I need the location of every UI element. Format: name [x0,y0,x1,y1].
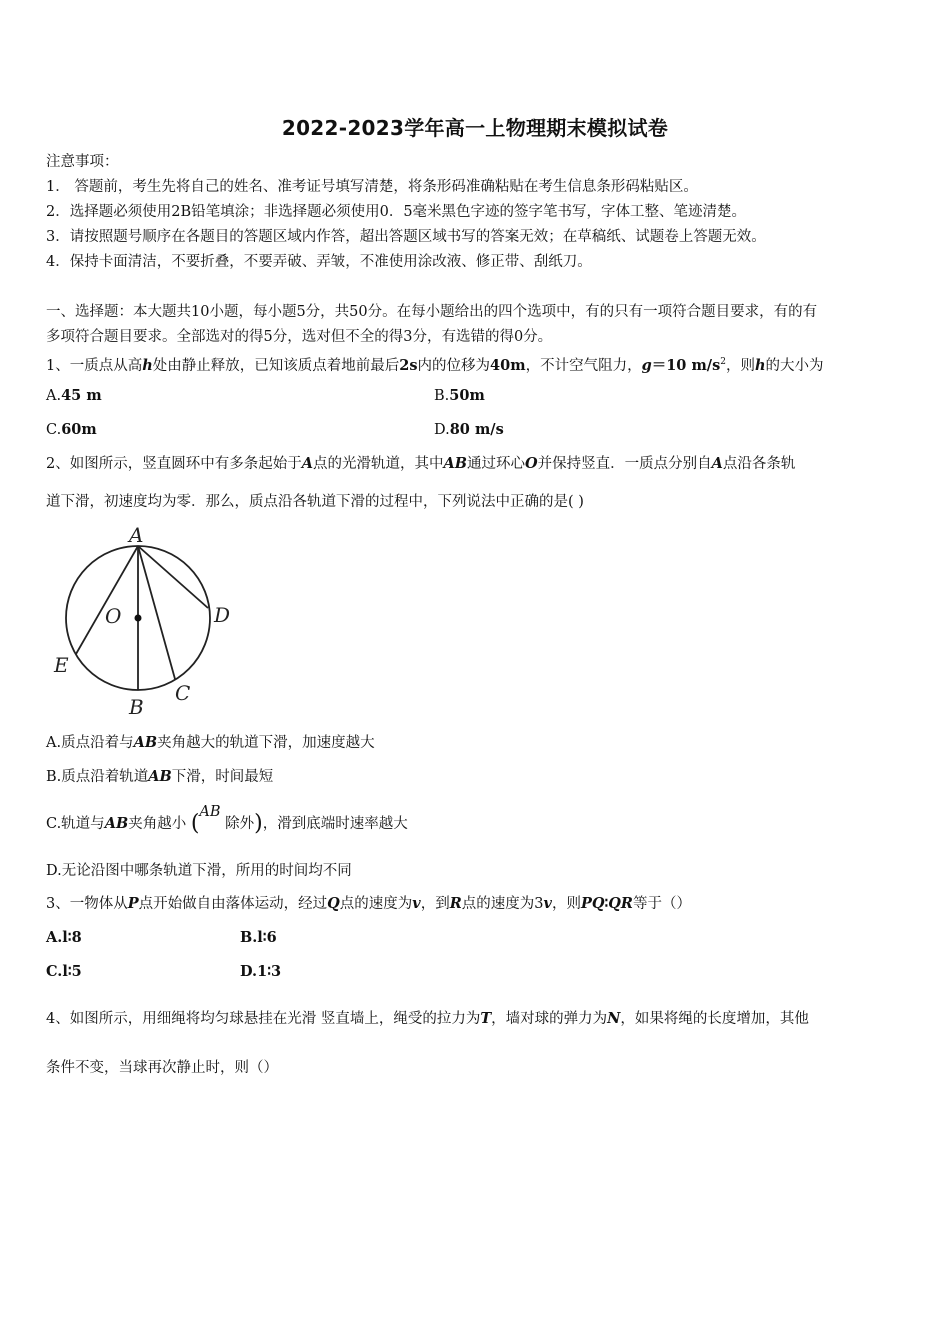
question-1-option-a: A.45 m [46,387,102,404]
label-d: D [214,603,231,627]
notice-item-4: 4．保持卡面清洁，不要折叠，不要弄破、弄皱，不准使用涂改液、修正带、刮纸刀。 [46,254,592,270]
question-4-stem-line-1: 4、如图所示，用细绳将均匀球悬挂在光滑 竖直墙上，绳受的拉力为T，墙对球的弹力为N，如果将绳的长度增加，其他 [46,1010,809,1027]
question-3-option-b: B.l∶6 [240,929,277,946]
question-1-option-c: C.60m [46,421,97,438]
section-intro-line-1: 一、选择题：本大题共10小题，每小题5分，共50分。在每小题给出的四个选项中，有的只有一项符合题目要求，有的有 [46,304,818,320]
question-3-option-d: D.1∶3 [240,963,282,980]
center-point-o [135,615,142,622]
page-title: 2022-2023学年高一上物理期末模拟试卷 [281,116,669,140]
question-2-option-a: A.质点沿着与AB夹角越大的轨道下滑，加速度越大 [46,734,375,751]
label-e: E [54,653,69,677]
question-2-stem-line-1: 2、如图所示，竖直圆环中有多条起始于A点的光滑轨道，其中AB通过环心O并保持竖直．一质点分别自A点沿各条轨 [46,455,796,472]
question-1-option-b: B.50m [434,387,485,404]
question-2-option-d: D.无论沿图中哪条轨道下滑，所用的时间均不同 [46,863,352,879]
chord-ae [76,546,138,654]
notice-item-3: 3．请按照题号顺序在各题目的答题区域内作答，超出答题区域书写的答案无效；在草稿纸、试题卷上答题无效。 [46,229,766,245]
question-2-option-b: B.质点沿着轨道AB下滑，时间最短 [46,768,274,785]
section-intro-line-2: 多项符合题目要求。全部选对的得5分，选对但不全的得3分，有选错的得0分。 [46,329,553,345]
chord-ac [138,546,175,679]
question-2-figure [48,522,248,726]
question-2-stem-line-2: 道下滑，初速度均为零．那么，质点沿各轨道下滑的过程中，下列说法中正确的是( ) [46,494,584,510]
question-4-stem-line-2: 条件不变，当球再次静止时，则（） [46,1060,278,1076]
label-a: A [129,523,144,547]
notice-heading: 注意事项： [46,154,119,170]
notice-item-1: 1． 答题前，考生先将自己的姓名、准考证号填写清楚，将条形码准确粘贴在考生信息条形码粘贴区。 [46,179,698,195]
question-3-stem: 3、一物体从P点开始做自由落体运动，经过Q点的速度为v，到R点的速度为3v，则PQ∶QR等于（） [46,895,691,912]
question-1-stem: 1、一质点从高h处由静止释放，已知该质点着地前最后2s内的位移为40m，不计空气阻力，g＝10 $m/s^2$，则h的大小为 [46,356,824,374]
question-1-option-d: D.80 m/s [434,421,504,438]
question-3-option-c: C.l∶5 [46,963,82,980]
label-c: C [175,681,191,705]
label-b: B [129,695,144,719]
question-2-option-c: C.轨道与AB夹角越小 (AB 除外)，滑到底端时速率越大 [46,804,408,836]
notice-item-2: 2．选择题必须使用2B铅笔填涂；非选择题必须使用0．5毫米黑色字迹的签字笔书写，字体工整、笔迹清楚。 [46,204,747,220]
circle-diagram [48,522,248,722]
label-o: O [105,604,122,628]
question-3-option-a: A.l∶8 [46,929,82,946]
